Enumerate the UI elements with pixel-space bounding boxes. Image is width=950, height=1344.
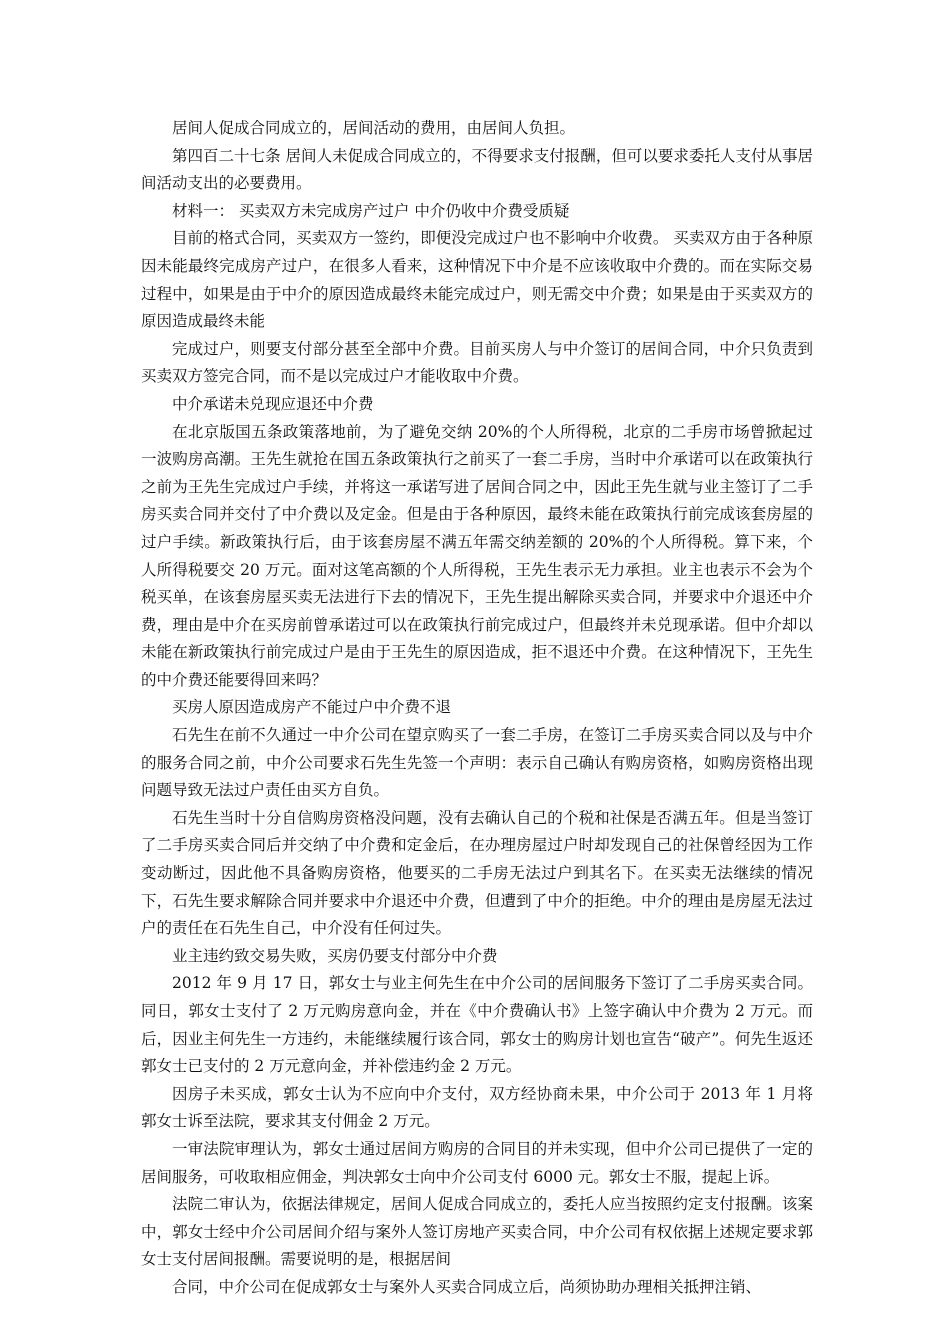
paragraph: 法院二审认为，依据法律规定，居间人促成合同成立的，委托人应当按照约定支付报酬。该案中，郭女士经中介公司居间介绍与案外人签订房地产买卖合同，中介公司有权依据上述规定要求郭女士支付居间报酬。需要说明的是，根据居间: [141, 1195, 813, 1269]
paragraph: 石先生当时十分自信购房资格没问题，没有去确认自己的个税和社保是否满五年。但是当签订了二手房买卖合同后并交纳了中介费和定金后，在办理房屋过户时却发现自己的社保曾经因为工作变动断过，因此他不具备购房资格，他要买的二手房无法过户到其名下。在买卖无法继续的情况下，石先生要求解除合同并要求中介退还中介费，但遭到了中介的拒绝。中介的理由是房屋无法过户的责任在石先生自己，中介没有任何过失。: [141, 808, 813, 938]
paragraph: 因房子未买成，郭女士认为不应向中介支付，双方经协商未果，中介公司于 2013 年 1 月将郭女士诉至法院，要求其支付佣金 2 万元。: [141, 1084, 813, 1131]
document-body: [141, 115, 813, 1302]
paragraph: 石先生在前不久通过一中介公司在望京购买了一套二手房，在签订二手房买卖合同以及与中介的服务合同之前，中介公司要求石先生先签一个声明：表示自己确认有购房资格，如购房资格出现问题导致无法过户责任由买方自负。: [141, 726, 813, 800]
case-heading: 买房人原因造成房产不能过户中介费不退: [172, 698, 452, 717]
paragraph: 完成过户，则要支付部分甚至全部中介费。目前买房人与中介签订的居间合同，中介只负责到买卖双方签完合同，而不是以完成过户才能收取中介费。: [141, 339, 813, 386]
paragraph: 目前的格式合同，买卖双方一签约，即便没完成过户也不影响中介收费。 买卖双方由于各种原因未能最终完成房产过户，在很多人看来，这种情况下中介是不应该收取中介费的。而在实际交易过程中，如果是由于中介的原因造成最终未能完成过户，则无需交中介费；如果是由于买卖双方的原因造成最终未能: [141, 229, 813, 331]
paragraph: 一审法院审理认为，郭女士通过居间方购房的合同目的并未实现，但中介公司已提供了一定的居间服务，可收取相应佣金，判决郭女士向中介公司支付 6000 元。郭女士不服，提起上诉。: [141, 1139, 813, 1186]
case-heading: 业主违约致交易失败，买房仍要支付部分中介费: [172, 946, 498, 965]
paragraph: 第四百二十七条 居间人未促成合同成立的，不得要求支付报酬，但可以要求委托人支付从事居间活动支出的必要费用。: [141, 146, 813, 193]
paragraph: 2012 年 9 月 17 日，郭女士与业主何先生在中介公司的居间服务下签订了二手房买卖合同。同日，郭女士支付了 2 万元购房意向金，并在《中介费确认书》上签字确认中介费为 2 万元。而后，因业主何先生一方违约，未能继续履行该合同，郭女士的购房计划也宣告“破产”。何先生返还郭女士已支付的 2 万元意向金，并补偿违约金 2 万元。: [141, 974, 813, 1076]
material-heading: 材料一： 买卖双方未完成房产过户 中介仍收中介费受质疑: [172, 201, 570, 220]
paragraph: 居间人促成合同成立的，居间活动的费用，由居间人负担。: [172, 119, 576, 137]
case-heading: 中介承诺未兑现应退还中介费: [172, 394, 374, 413]
paragraph: 在北京版国五条政策落地前，为了避免交纳 20%的个人所得税，北京的二手房市场曾掀起过一波购房高潮。王先生就抢在国五条政策执行之前买了一套二手房，当时中介承诺可以在政策执行之前为王先生完成过户手续，并将这一承诺写进了居间合同之中，因此王先生就与业主签订了二手房买卖合同并交付了中介费以及定金。但是由于各种原因，最终未能在政策执行前完成该套房屋的过户手续。新政策执行后，由于该套房屋不满五年需交纳差额的 20%的个人所得税。算下来，个人所得税要交 20 万元。面对这笔高额的个人所得税，王先生表示无力承担。业主也表示不会为个税买单，在该套房屋买卖无法进行下去的情况下，王先生提出解除买卖合同，并要求中介退还中介费，理由是中介在买房前曾承诺过可以在政策执行前完成过户，但最终并未兑现承诺。但中介却以未能在新政策执行前完成过户是由于王先生的原因造成，拒不退还中介费。在这种情况下，王先生的中介费还能要得回来吗？: [141, 422, 813, 689]
paragraph: 合同，中介公司在促成郭女士与案外人买卖合同成立后，尚须协助办理相关抵押注销、: [172, 1277, 762, 1296]
